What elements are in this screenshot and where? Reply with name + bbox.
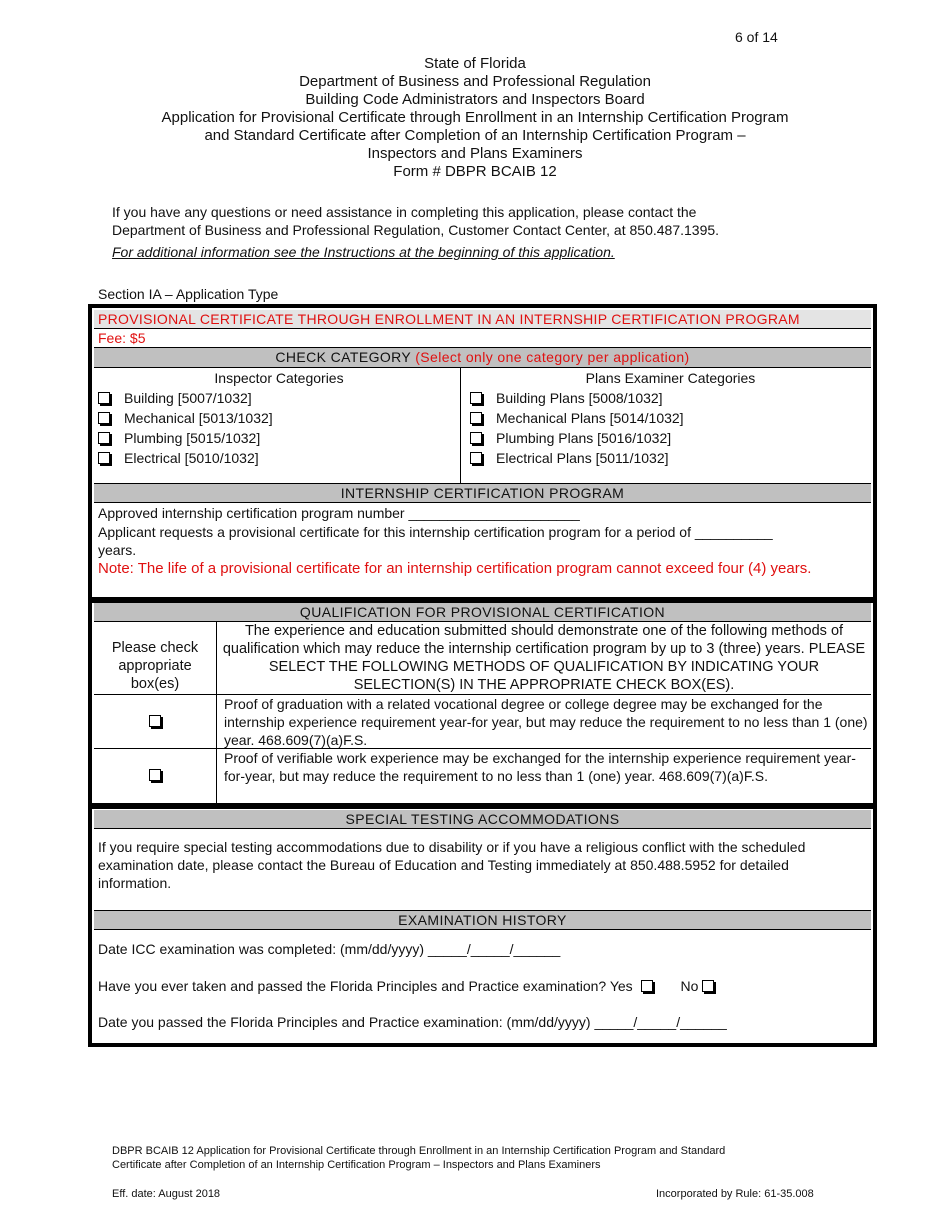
checkbox-cell <box>94 695 217 748</box>
header-line: Form # DBPR BCAIB 12 <box>393 163 557 180</box>
special-text: If you require special testing accommodations due to disability or if you have a religious conflict with the scheduled examination date, please contact the Bureau of Education and Testing immediately at 850.488.5952 for detailed information. <box>94 829 871 911</box>
header-line: and Standard Certificate after Completion of an Internship Certification Program – <box>204 127 746 144</box>
qualification-description: The experience and education submitted should demonstrate one of the following methods of qualification which may reduce the internship certification program by up to 3 (three) years. PLEASE SELECT THE FOLLOWING METHODS OF QUALIFICATION BY INDICATING YOUR SELECTION(S) IN THE APPROPRIATE CHECK BOX(ES). <box>222 623 866 693</box>
qualification-header: QUALIFICATION FOR PROVISIONAL CERTIFICATION <box>94 603 871 622</box>
checkbox[interactable] <box>470 452 482 464</box>
internship-header: INTERNSHIP CERTIFICATION PROGRAM <box>94 484 871 503</box>
checkbox[interactable] <box>98 452 110 464</box>
exam-body <box>98 940 869 1031</box>
principles-question <box>98 977 869 995</box>
qualification-intro <box>94 622 871 695</box>
instructions-link: For additional information see the Instructions at the beginning of this application. <box>112 244 615 260</box>
category-mechanical[interactable] <box>98 408 460 428</box>
icc-date-field[interactable]: Date ICC examination was completed: (mm/dd/yyyy) _____/_____/______ <box>98 941 561 957</box>
checkbox[interactable] <box>470 392 482 404</box>
rule-reference: Incorporated by Rule: 61-35.008 <box>656 1188 814 1200</box>
checkbox[interactable] <box>98 392 110 404</box>
internship-note: Note: The life of a provisional certificate for an internship certification program cannot exceed four (4) years. <box>98 559 812 577</box>
provisional-title: PROVISIONAL CERTIFICATE THROUGH ENROLLMENT IN AN INTERNSHIP CERTIFICATION PROGRAM <box>94 310 871 329</box>
plans-title: Plans Examiner Categories <box>585 370 756 386</box>
header-line: Department of Business and Professional Regulation <box>299 73 651 90</box>
check-category-header <box>94 348 871 368</box>
period-field[interactable]: Applicant requests a provisional certificate for this internship certification program for a period of __________ <box>98 523 773 540</box>
exam-header: EXAMINATION HISTORY <box>94 911 871 930</box>
no-label: No <box>680 978 699 994</box>
header-line: Inspectors and Plans Examiners <box>367 145 583 162</box>
application-type-table <box>88 304 877 1047</box>
section-title: Section IA – Application Type <box>98 286 279 302</box>
header-line: State of Florida <box>424 55 526 72</box>
page-number: 6 of 14 <box>735 29 778 45</box>
header-line: Building Code Administrators and Inspectors Board <box>305 91 645 108</box>
label: Electrical Plans [5011/1032] <box>496 450 669 466</box>
please-check-label: Please check appropriate box(es) <box>94 622 217 694</box>
divider <box>92 803 873 809</box>
checkbox[interactable] <box>149 769 161 781</box>
principles-date-field[interactable]: Date you passed the Florida Principles and Practice examination: (mm/dd/yyyy) _____/_____/______ <box>98 1014 727 1030</box>
checkbox[interactable] <box>98 412 110 424</box>
option-text: Proof of graduation with a related vocational degree or college degree may be exchanged for the internship experience requirement year-for year, but may reduce the requirement to no less than 1 (one) year. 468.609(7)(a)F.S. <box>224 696 868 748</box>
inspector-title: Inspector Categories <box>214 370 344 386</box>
checkbox[interactable] <box>149 715 161 727</box>
check-category-label: CHECK CATEGORY <box>275 349 411 365</box>
effective-date: Eff. date: August 2018 <box>112 1188 221 1200</box>
category-building[interactable] <box>98 388 460 408</box>
label: Building Plans [5008/1032] <box>496 390 663 406</box>
check-category-note: (Select only one category per application) <box>415 349 690 365</box>
label: Building [5007/1032] <box>124 390 252 406</box>
checkbox-cell <box>94 749 217 803</box>
inspector-categories <box>94 368 461 483</box>
yes-checkbox[interactable] <box>641 980 653 992</box>
option-text: Proof of verifiable work experience may be exchanged for the internship experience requirement year-for-year, but may reduce the requirement to no less than 1 (one) year. 468.609(7)(a)F.S. <box>224 750 856 784</box>
category-mechanical-plans[interactable] <box>470 408 871 428</box>
label: Plumbing [5015/1032] <box>124 430 261 446</box>
checkbox[interactable] <box>98 432 110 444</box>
category-electrical[interactable] <box>98 448 460 468</box>
intro-line: If you have any questions or need assistance in completing this application, please contact the <box>112 204 697 220</box>
label: Mechanical [5013/1032] <box>124 410 273 426</box>
category-plumbing-plans[interactable] <box>470 428 871 448</box>
qualification-option <box>94 749 871 803</box>
intro <box>112 203 719 261</box>
footer-line: DBPR BCAIB 12 Application for Provisional Certificate through Enrollment in an Internship Certification Program and Standard <box>112 1145 726 1157</box>
category-electrical-plans[interactable] <box>470 448 871 468</box>
label: Mechanical Plans [5014/1032] <box>496 410 684 426</box>
footer-line: Certificate after Completion of an Internship Certification Program – Inspectors and Plans Examiners <box>112 1159 601 1171</box>
period-unit: years. <box>98 542 137 558</box>
no-checkbox[interactable] <box>702 980 714 992</box>
category-building-plans[interactable] <box>470 388 871 408</box>
checkbox[interactable] <box>470 432 482 444</box>
internship-body <box>94 503 871 597</box>
categories <box>94 368 871 484</box>
category-plumbing[interactable] <box>98 428 460 448</box>
checkbox[interactable] <box>470 412 482 424</box>
intro-line: Department of Business and Professional Regulation, Customer Contact Center, at 850.487.1395. <box>112 222 720 238</box>
form-header <box>0 55 950 181</box>
special-header: SPECIAL TESTING ACCOMMODATIONS <box>94 810 871 829</box>
label: Electrical [5010/1032] <box>124 450 259 466</box>
header-line: Application for Provisional Certificate through Enrollment in an Internship Certification Program <box>161 109 789 126</box>
qualification-option <box>94 695 871 749</box>
question-text: Have you ever taken and passed the Florida Principles and Practice examination? Yes <box>98 978 633 994</box>
label: Plumbing Plans [5016/1032] <box>496 430 672 446</box>
footer-title <box>112 1144 725 1172</box>
plans-categories <box>466 368 871 468</box>
fee: Fee: $5 <box>94 329 871 348</box>
program-number-field[interactable]: Approved internship certification program number ______________________ <box>98 505 580 521</box>
